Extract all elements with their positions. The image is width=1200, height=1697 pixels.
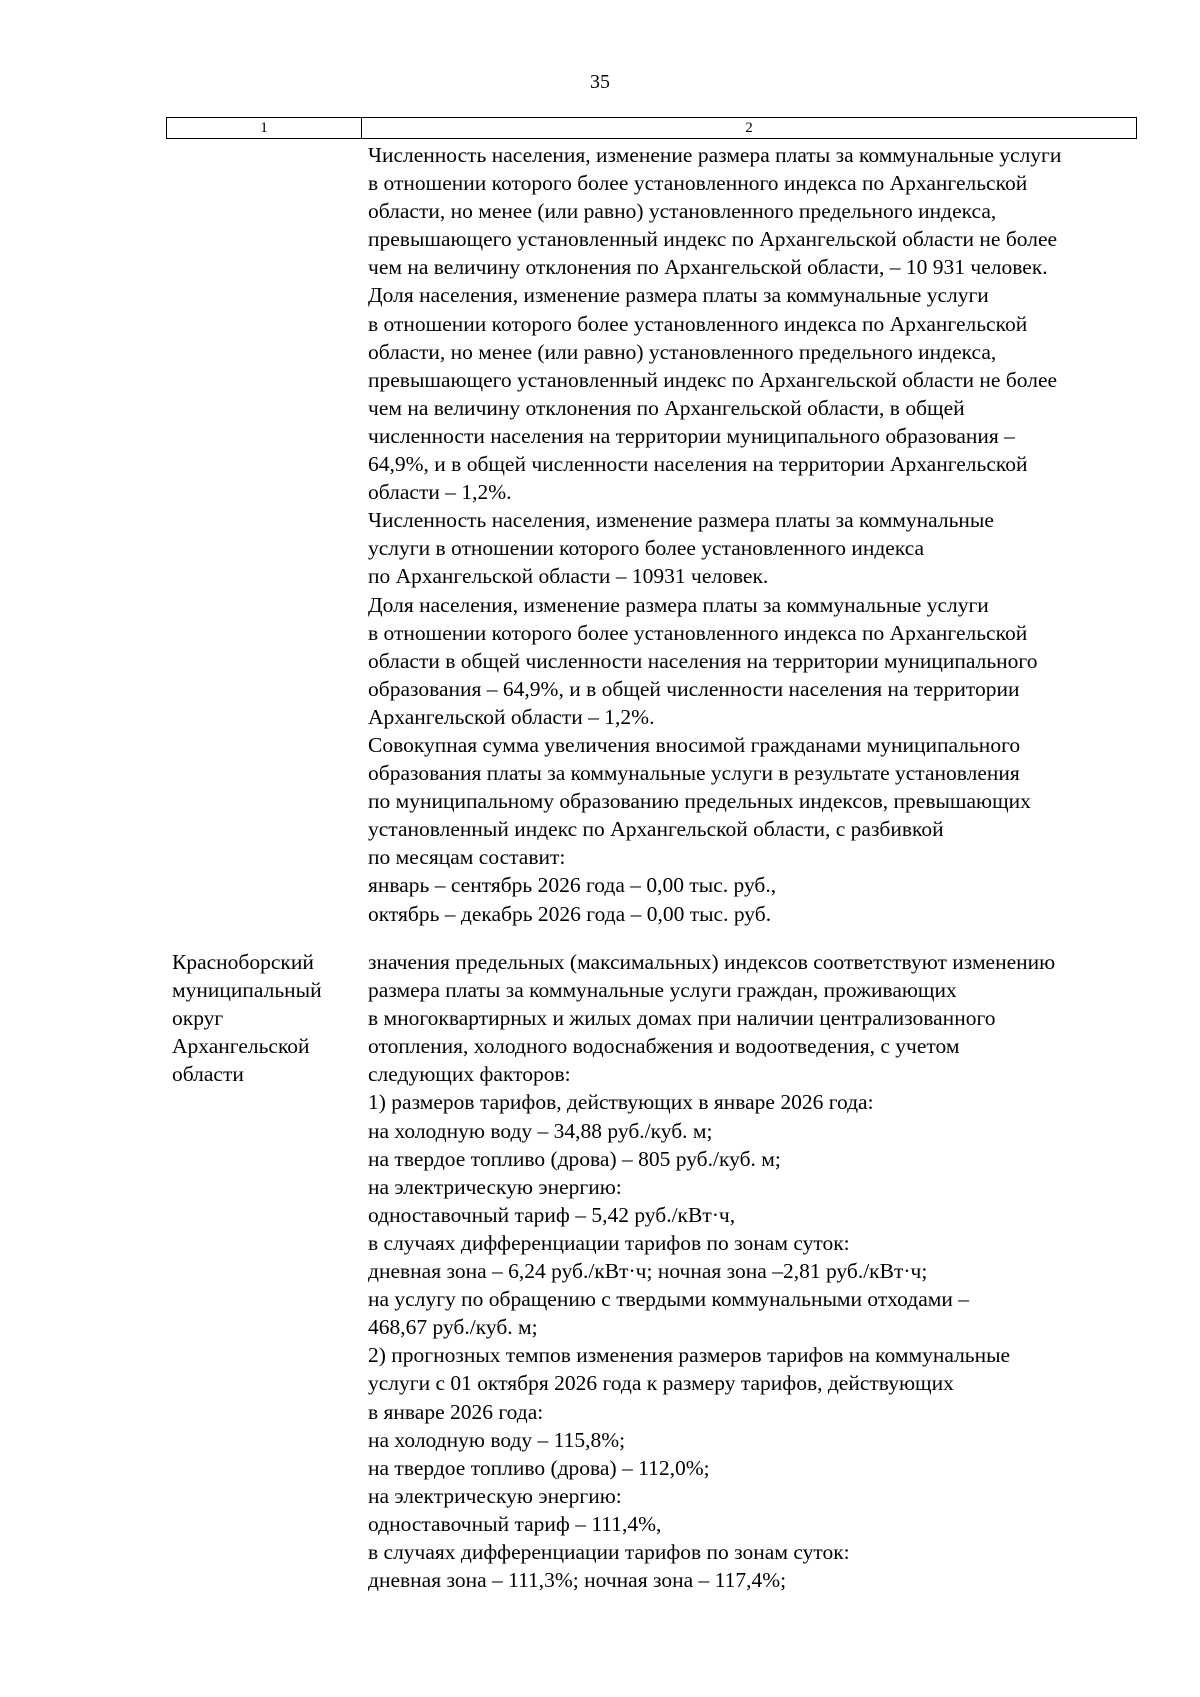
text-line: области, но менее (или равно) установленного предельного индекса, bbox=[368, 339, 997, 364]
text-line: Архангельской области – 1,2%. bbox=[368, 704, 655, 729]
text-line: на электрическую энергию: bbox=[368, 1174, 622, 1199]
text-line: дневная зона – 111,3%; ночная зона – 117,4%; bbox=[368, 1568, 787, 1593]
text-line: на холодную воду – 34,88 руб./куб. м; bbox=[368, 1118, 713, 1143]
text-line: в отношении которого более установленного индекса по Архангельской bbox=[368, 171, 1028, 196]
table-header-col2: 2 bbox=[361, 117, 1137, 139]
text-line: области – 1,2%. bbox=[368, 480, 512, 505]
text-line: образования – 64,9%, и в общей численности населения на территории bbox=[368, 676, 1020, 701]
row2-col1-municipality bbox=[172, 948, 322, 1088]
table-header-col1: 1 bbox=[166, 117, 362, 139]
text-line: 468,67 руб./куб. м; bbox=[368, 1315, 538, 1340]
text-line: на холодную воду – 115,8%; bbox=[368, 1427, 626, 1452]
text-line: 1) размеров тарифов, действующих в январе 2026 года: bbox=[368, 1090, 874, 1115]
text-line: Доля населения, изменение размера платы за коммунальные услуги bbox=[368, 592, 989, 617]
row1-col2-text bbox=[368, 141, 1061, 928]
text-line: услуги с 01 октября 2026 года к размеру тарифов, действующих bbox=[368, 1371, 954, 1396]
text-line: Красноборский bbox=[172, 950, 314, 974]
text-line: дневная зона – 6,24 руб./кВт·ч; ночная зона –2,81 руб./кВт·ч; bbox=[368, 1259, 928, 1284]
text-line: 64,9%, и в общей численности населения на территории Архангельской bbox=[368, 452, 1028, 477]
text-line: образования платы за коммунальные услуги в результате установления bbox=[368, 761, 1020, 786]
text-line: Численность населения, изменение размера платы за коммунальные услуги bbox=[368, 143, 1062, 167]
text-line: в случаях дифференциации тарифов по зонам суток: bbox=[368, 1230, 850, 1255]
text-line: в отношении которого более установленного индекса по Архангельской bbox=[368, 620, 1028, 645]
text-line: значения предельных (максимальных) индексов соответствуют изменению bbox=[368, 950, 1056, 974]
text-line: на твердое топливо (дрова) – 805 руб./куб. м; bbox=[368, 1146, 781, 1171]
text-line: январь – сентябрь 2026 года – 0,00 тыс. руб., bbox=[368, 873, 777, 898]
text-line: в отношении которого более установленного индекса по Архангельской bbox=[368, 311, 1028, 336]
text-line: области bbox=[172, 1062, 244, 1087]
page-number: 35 bbox=[590, 71, 610, 93]
text-line: услуги в отношении которого более установленного индекса bbox=[368, 536, 925, 561]
text-line: Численность населения, изменение размера платы за коммунальные bbox=[368, 508, 994, 533]
text-line: по муниципальному образованию предельных индексов, превышающих bbox=[368, 789, 1031, 814]
text-line: на услугу по обращению с твердыми коммунальными отходами – bbox=[368, 1287, 970, 1312]
text-line: муниципальный bbox=[172, 978, 322, 1003]
text-line: установленный индекс по Архангельской области, с разбивкой bbox=[368, 817, 944, 842]
text-line: одноставочный тариф – 111,4%, bbox=[368, 1511, 662, 1536]
text-line: одноставочный тариф – 5,42 руб./кВт·ч, bbox=[368, 1202, 736, 1227]
text-line: Архангельской bbox=[172, 1034, 310, 1059]
text-line: Совокупная сумма увеличения вносимой гражданами муниципального bbox=[368, 732, 1021, 757]
text-line: округ bbox=[172, 1006, 224, 1031]
text-line: размера платы за коммунальные услуги граждан, проживающих bbox=[368, 978, 957, 1003]
text-line: чем на величину отклонения по Архангельской области, в общей bbox=[368, 395, 965, 420]
text-line: по месяцам составит: bbox=[368, 845, 566, 870]
text-line: превышающего установленный индекс по Архангельской области не более bbox=[368, 227, 1058, 252]
text-line: на твердое топливо (дрова) – 112,0%; bbox=[368, 1455, 710, 1480]
text-line: 2) прогнозных темпов изменения размеров тарифов на коммунальные bbox=[368, 1343, 1011, 1368]
text-line: чем на величину отклонения по Архангельской области, – 10 931 человек. bbox=[368, 255, 1048, 280]
text-line: в многоквартирных и жилых домах при наличии централизованного bbox=[368, 1006, 996, 1031]
text-line: в январе 2026 года: bbox=[368, 1399, 544, 1424]
text-line: превышающего установленный индекс по Архангельской области не более bbox=[368, 367, 1058, 392]
text-line: октябрь – декабрь 2026 года – 0,00 тыс. руб. bbox=[368, 901, 772, 926]
text-line: области в общей численности населения на территории муниципального bbox=[368, 648, 1038, 673]
text-line: по Архангельской области – 10931 человек. bbox=[368, 564, 769, 589]
text-line: численности населения на территории муниципального образования – bbox=[368, 423, 1015, 448]
row2-col2-text bbox=[368, 948, 1055, 1594]
text-line: следующих факторов: bbox=[368, 1062, 571, 1087]
text-line: отопления, холодного водоснабжения и водоотведения, с учетом bbox=[368, 1034, 960, 1059]
text-line: Доля населения, изменение размера платы за коммунальные услуги bbox=[368, 283, 989, 308]
text-line: на электрическую энергию: bbox=[368, 1483, 622, 1508]
text-line: в случаях дифференциации тарифов по зонам суток: bbox=[368, 1539, 850, 1564]
text-line: области, но менее (или равно) установленного предельного индекса, bbox=[368, 199, 997, 224]
